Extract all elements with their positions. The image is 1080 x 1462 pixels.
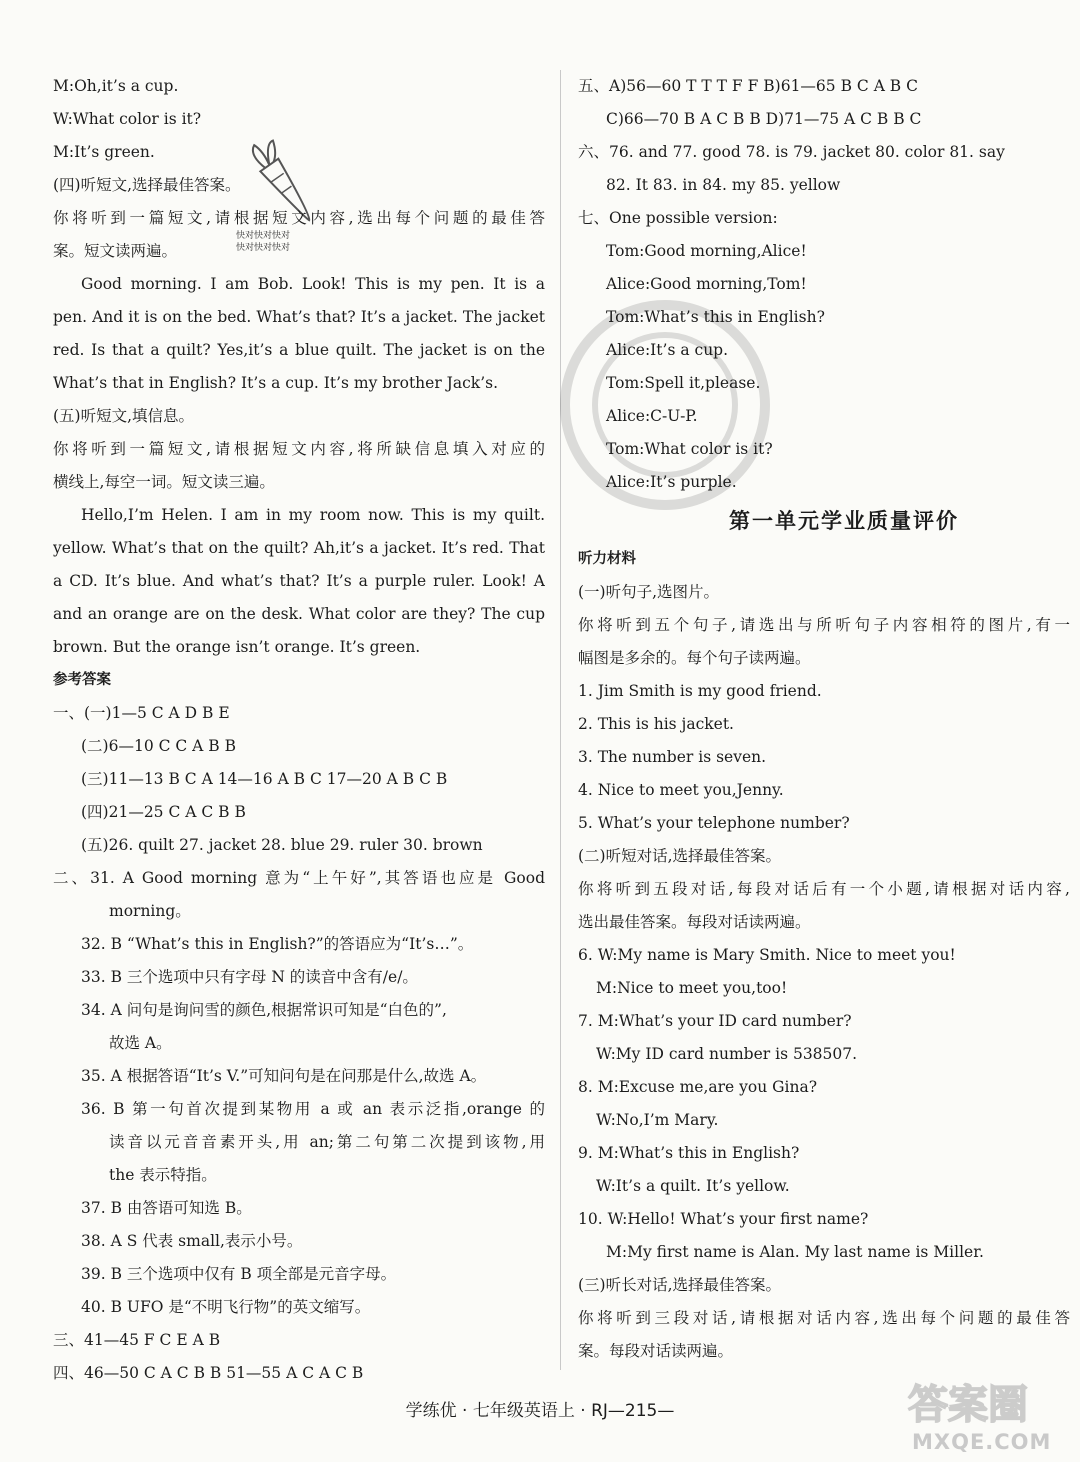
left-text-line: 35. A 根据答语“It’s V.”可知问句是在问那是什么,故选 A。 bbox=[81, 1067, 487, 1085]
listening-line: 你将听到五个句子,请选出与所听句子内容相符的图片,有一 bbox=[578, 616, 1070, 634]
left-text-line: 40. B UFO 是“不明飞行物”的英文缩写。 bbox=[81, 1298, 371, 1316]
listening-line: 选出最佳答案。每段对话读两遍。 bbox=[578, 913, 811, 931]
left-text-line: 34. A 问句是询问雪的颜色,根据常识可知是“白色的”, bbox=[81, 1001, 447, 1019]
left-text-line: 三、41—45 F C E A B bbox=[53, 1331, 221, 1349]
listening-line: (一)听句子,选图片。 bbox=[578, 583, 720, 601]
listening-line: M:My first name is Alan. My last name is Miller. bbox=[606, 1243, 984, 1261]
answer-line: Alice:Good morning,Tom! bbox=[606, 275, 807, 293]
left-text-line: 36. B 第一句首次提到某物用 a 或 an 表示泛指,orange 的 bbox=[81, 1100, 545, 1118]
listening-line: W:My ID card number is 538507. bbox=[596, 1045, 858, 1063]
listening-line: (三)听长对话,选择最佳答案。 bbox=[578, 1276, 782, 1294]
left-text-line: pen. And it is on the bed. What’s that? It’s a jacket. The jacket bbox=[53, 308, 545, 326]
left-text-line: Hello,I’m Helen. I am in my room now. This is my quilt. bbox=[81, 506, 545, 524]
sticker-caption: 快对快对快对 快对快对快对 bbox=[236, 231, 291, 253]
listening-line: 7. M:What’s your ID card number? bbox=[578, 1012, 852, 1030]
watermark-logo-text: 答案圈 bbox=[908, 1382, 1028, 1428]
answer-line: Alice:It’s purple. bbox=[606, 473, 737, 491]
left-text-line: Good morning. I am Bob. Look! This is my pen. It is a bbox=[81, 275, 545, 293]
left-text-line: 横线上,每空一词。短文读三遍。 bbox=[53, 473, 275, 491]
left-text-line: (五)26. quilt 27. jacket 28. blue 29. ruler 30. brown bbox=[81, 836, 483, 854]
column-divider bbox=[560, 70, 561, 1370]
listening-line: 3. The number is seven. bbox=[578, 748, 767, 766]
listening-line: 案。每段对话读两遍。 bbox=[578, 1342, 734, 1360]
answer-line: 七、One possible version: bbox=[578, 209, 778, 227]
left-text-line: 33. B 三个选项中只有字母 N 的读音中含有/e/。 bbox=[81, 968, 418, 986]
left-text-line: 故选 A。 bbox=[109, 1034, 172, 1052]
listening-line: 9. M:What’s this in English? bbox=[578, 1144, 800, 1162]
answer-continuation bbox=[578, 70, 1070, 499]
listening-material bbox=[578, 543, 1070, 1368]
left-text-line: (二)6—10 C C A B B bbox=[81, 737, 237, 755]
left-text-line: brown. But the orange isn’t orange. It’s green. bbox=[53, 638, 421, 656]
left-text-line: 二、31. A Good morning 意为“上午好”,其答语也应是 Good bbox=[53, 869, 545, 887]
left-text-line: 你将听到一篇短文,请根据短文内容,选出每个问题的最佳答 bbox=[53, 209, 545, 227]
answer-line: 82. It 83. in 84. my 85. yellow bbox=[606, 176, 841, 194]
left-column bbox=[53, 70, 545, 1390]
left-text-line: 参考答案 bbox=[53, 672, 111, 688]
left-text-line: and an orange are on the desk. What color are they? The cup bbox=[53, 605, 545, 623]
listening-line: W:No,I’m Mary. bbox=[596, 1111, 719, 1129]
listening-line: 你将听到五段对话,每段对话后有一个小题,请根据对话内容, bbox=[578, 880, 1070, 898]
page-footer: 学练优 · 七年级英语上 · RJ—215— bbox=[405, 1401, 675, 1421]
left-text-line: 38. A S 代表 small,表示小号。 bbox=[81, 1232, 303, 1250]
left-text-line: 39. B 三个选项中仅有 B 项全部是元音字母。 bbox=[81, 1265, 397, 1283]
listening-line: 6. W:My name is Mary Smith. Nice to meet you! bbox=[578, 946, 956, 964]
answer-line: Alice:C-U-P. bbox=[606, 407, 698, 425]
left-text-line: What’s that in English? It’s a cup. It’s my brother Jack’s. bbox=[53, 374, 499, 392]
listening-line: W:It’s a quilt. It’s yellow. bbox=[596, 1177, 790, 1195]
left-text-line: M:It’s green. bbox=[53, 143, 155, 161]
answer-line: C)66—70 B A C B B D)71—75 A C B B C bbox=[606, 110, 922, 128]
left-text-line: (四)听短文,选择最佳答案。 bbox=[53, 176, 241, 194]
answer-line: Tom:Good morning,Alice! bbox=[606, 242, 807, 260]
left-text-line: 案。短文读两遍。 bbox=[53, 242, 178, 260]
listening-line: 你将听到三段对话,请根据对话内容,选出每个问题的最佳答 bbox=[578, 1309, 1070, 1327]
left-text-line: 一、(一)1—5 C A D B E bbox=[53, 704, 230, 722]
watermark-url: MXQE.COM bbox=[912, 1430, 1052, 1454]
listening-line: 4. Nice to meet you,Jenny. bbox=[578, 781, 784, 799]
left-text-line: morning。 bbox=[109, 902, 191, 920]
left-text-line: yellow. What’s that on the quilt? Ah,it’s a jacket. It’s red. That bbox=[53, 539, 545, 557]
answer-line: Tom:What’s this in English? bbox=[606, 308, 825, 326]
right-column bbox=[578, 70, 1070, 1368]
listening-line: 幅图是多余的。每个句子读两遍。 bbox=[578, 649, 811, 667]
left-text-line: 32. B “What’s this in English?”的答语应为“It’s…”。 bbox=[81, 935, 474, 953]
answer-line: Tom:What color is it? bbox=[606, 440, 773, 458]
listening-line: 8. M:Excuse me,are you Gina? bbox=[578, 1078, 818, 1096]
left-text-line: red. Is that a quilt? Yes,it’s a blue quilt. The jacket is on the bbox=[53, 341, 545, 359]
left-text-line: W:What color is it? bbox=[53, 110, 202, 128]
left-text-line: M:Oh,it’s a cup. bbox=[53, 77, 179, 95]
listening-line: (二)听短对话,选择最佳答案。 bbox=[578, 847, 782, 865]
left-text-line: 37. B 由答语可知选 B。 bbox=[81, 1199, 252, 1217]
left-text-line: (四)21—25 C A C B B bbox=[81, 803, 246, 821]
left-text-line: 你将听到一篇短文,请根据短文内容,将所缺信息填入对应的 bbox=[53, 440, 545, 458]
listening-line: 2. This is his jacket. bbox=[578, 715, 734, 733]
listening-line: 5. What’s your telephone number? bbox=[578, 814, 850, 832]
answer-line: 五、A)56—60 T T T F F B)61—65 B C A B C bbox=[578, 77, 918, 95]
left-text-line: (五)听短文,填信息。 bbox=[53, 407, 195, 425]
answer-line: Tom:Spell it,please. bbox=[606, 374, 761, 392]
left-text-line: a CD. It’s blue. And what’s that? It’s a purple ruler. Look! A bbox=[53, 572, 545, 590]
listening-line: 10. W:Hello! What’s your first name? bbox=[578, 1210, 869, 1228]
section-title: 第一单元学业质量评价 bbox=[729, 509, 959, 533]
listening-line: 1. Jim Smith is my good friend. bbox=[578, 682, 822, 700]
answer-line: 六、76. and 77. good 78. is 79. jacket 80. color 81. say bbox=[578, 143, 1005, 161]
left-text-line: 四、46—50 C A C B B 51—55 A C A C B bbox=[53, 1364, 364, 1382]
left-text-line: 读音以元音音素开头,用 an;第二句第二次提到该物,用 bbox=[109, 1133, 545, 1151]
listening-line: M:Nice to meet you,too! bbox=[596, 979, 788, 997]
left-text-line: (三)11—13 B C A 14—16 A B C 17—20 A B C B bbox=[81, 770, 448, 788]
left-text-line: the 表示特指。 bbox=[109, 1166, 217, 1184]
answer-line: Alice:It’s a cup. bbox=[606, 341, 729, 359]
listening-line: 听力材料 bbox=[578, 551, 636, 567]
